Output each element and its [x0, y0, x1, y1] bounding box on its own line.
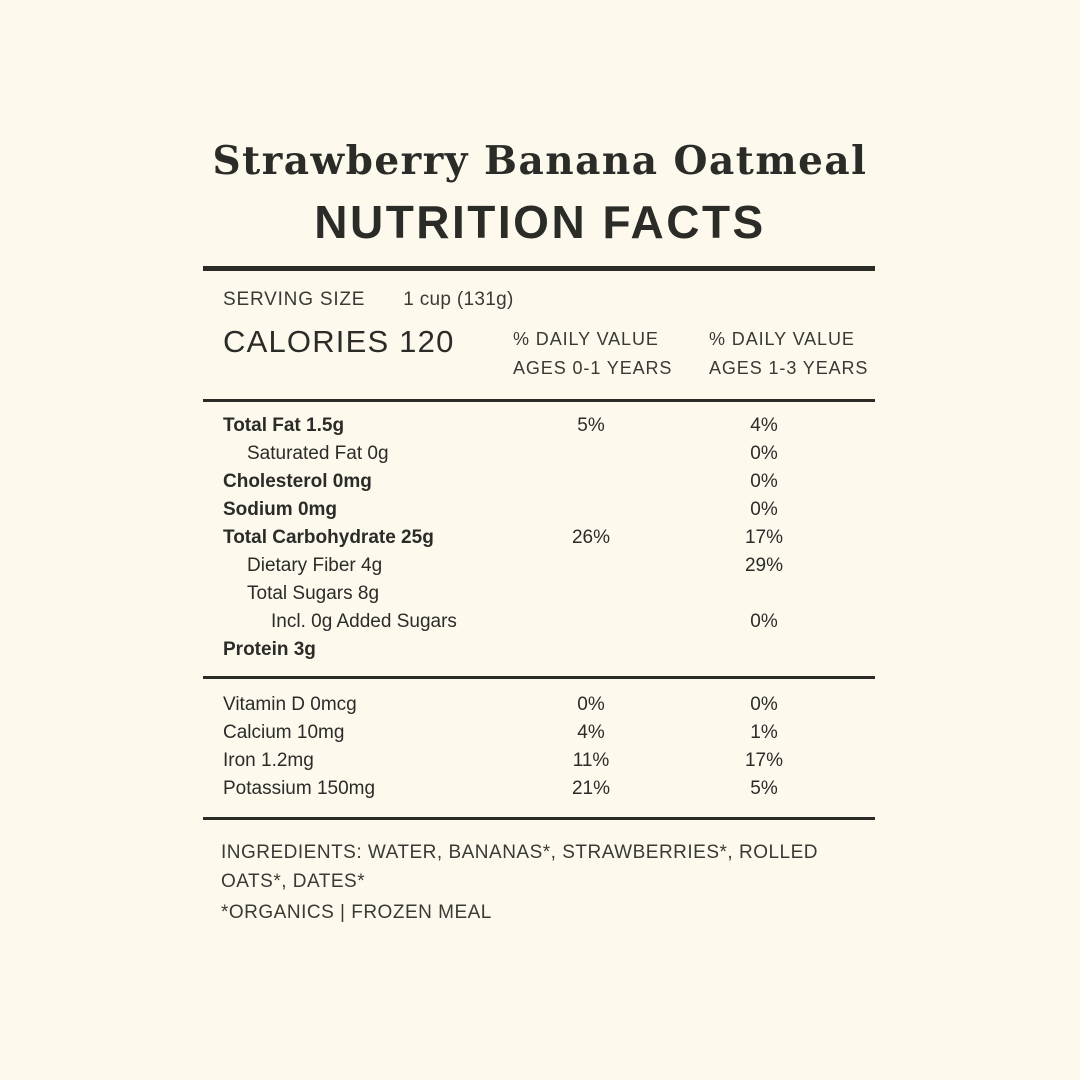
table-row: [203, 524, 875, 552]
nutrient-dv-ages-0-1: 5%: [577, 414, 605, 436]
header: [0, 0, 1080, 249]
table-row: [203, 468, 875, 496]
table-row: [203, 412, 875, 440]
nutrient-name: Total Fat 1.5g: [223, 414, 345, 436]
nutrient-dv-ages-1-3: 0%: [750, 470, 778, 492]
vitamin-name: Calcium 10mg: [223, 721, 345, 743]
vitamin-name: Potassium 150mg: [223, 777, 376, 799]
nutrient-dv-ages-1-3: 0%: [750, 610, 778, 632]
vitamin-dv-ages-0-1: 4%: [577, 721, 605, 743]
vitamin-name: Vitamin D 0mcg: [223, 693, 357, 715]
page-title: Strawberry Banana Oatmeal: [212, 138, 868, 184]
vitamin-dv-ages-0-1: 0%: [577, 693, 605, 715]
calories-value: CALORIES 120: [223, 324, 455, 359]
ingredients-text: INGREDIENTS: WATER, BANANAS*, STRAWBERRIES*, ROLLED OATS*, DATES*: [221, 841, 819, 893]
dv-header-1-3-line2: AGES 1-3 YEARS: [709, 357, 869, 378]
vitamin-dv-ages-1-3: 17%: [744, 749, 784, 771]
table-row: [203, 691, 875, 719]
nutrient-name: Total Sugars 8g: [247, 582, 380, 604]
organics-note: *ORGANICS | FROZEN MEAL: [221, 902, 492, 924]
table-row: [203, 775, 875, 803]
serving-size-value: 1 cup (131g): [403, 289, 514, 310]
nutrient-name: Cholesterol 0mg: [223, 470, 372, 492]
table-row: [203, 719, 875, 747]
table-row: [203, 440, 875, 468]
vitamin-dv-ages-1-3: 1%: [750, 721, 778, 743]
vitamin-name: Iron 1.2mg: [223, 749, 314, 771]
table-row: [203, 636, 875, 664]
dv-header-0-1-line1: % DAILY VALUE: [513, 329, 659, 349]
daily-value-header-ages-0-1: [513, 325, 709, 383]
serving-size-label: SERVING SIZE: [223, 289, 366, 310]
calories-and-column-headers: [203, 311, 875, 399]
nutrient-name: Sodium 0mg: [223, 498, 338, 520]
vitamin-dv-ages-0-1: 11%: [572, 749, 610, 771]
nutrient-dv-ages-1-3: 0%: [750, 498, 778, 520]
table-row: [203, 580, 875, 608]
vitamin-dv-ages-1-3: 0%: [750, 693, 778, 715]
dv-header-1-3-line1: % DAILY VALUE: [709, 329, 855, 349]
nutrient-name: Dietary Fiber 4g: [247, 554, 383, 576]
table-row: [203, 608, 875, 636]
table-row: [203, 552, 875, 580]
nutrition-facts-heading: NUTRITION FACTS: [314, 195, 766, 248]
vitamin-dv-ages-0-1: 21%: [571, 777, 611, 799]
vitamin-dv-ages-1-3: 5%: [750, 777, 778, 799]
table-row: [203, 747, 875, 775]
nutrient-name: Total Carbohydrate 25g: [223, 526, 434, 548]
nutrient-name: Saturated Fat 0g: [247, 442, 389, 464]
nutrient-dv-ages-1-3: 4%: [750, 414, 778, 436]
nutrients-list: [203, 402, 875, 676]
daily-value-header-ages-1-3: [709, 325, 868, 383]
nutrient-name: Incl. 0g Added Sugars: [271, 610, 457, 632]
serving-size-row: [203, 271, 875, 311]
dv-header-0-1-line2: AGES 0-1 YEARS: [513, 357, 673, 378]
nutrient-dv-ages-1-3: 29%: [744, 554, 784, 576]
nutrient-dv-ages-1-3: 0%: [750, 442, 778, 464]
nutrient-dv-ages-0-1: 26%: [571, 526, 611, 548]
nutrition-panel: [203, 266, 875, 924]
vitamins-list: [203, 679, 875, 817]
table-row: [203, 496, 875, 524]
nutrient-dv-ages-1-3: 17%: [744, 526, 784, 548]
nutrient-name: Protein 3g: [223, 638, 316, 660]
